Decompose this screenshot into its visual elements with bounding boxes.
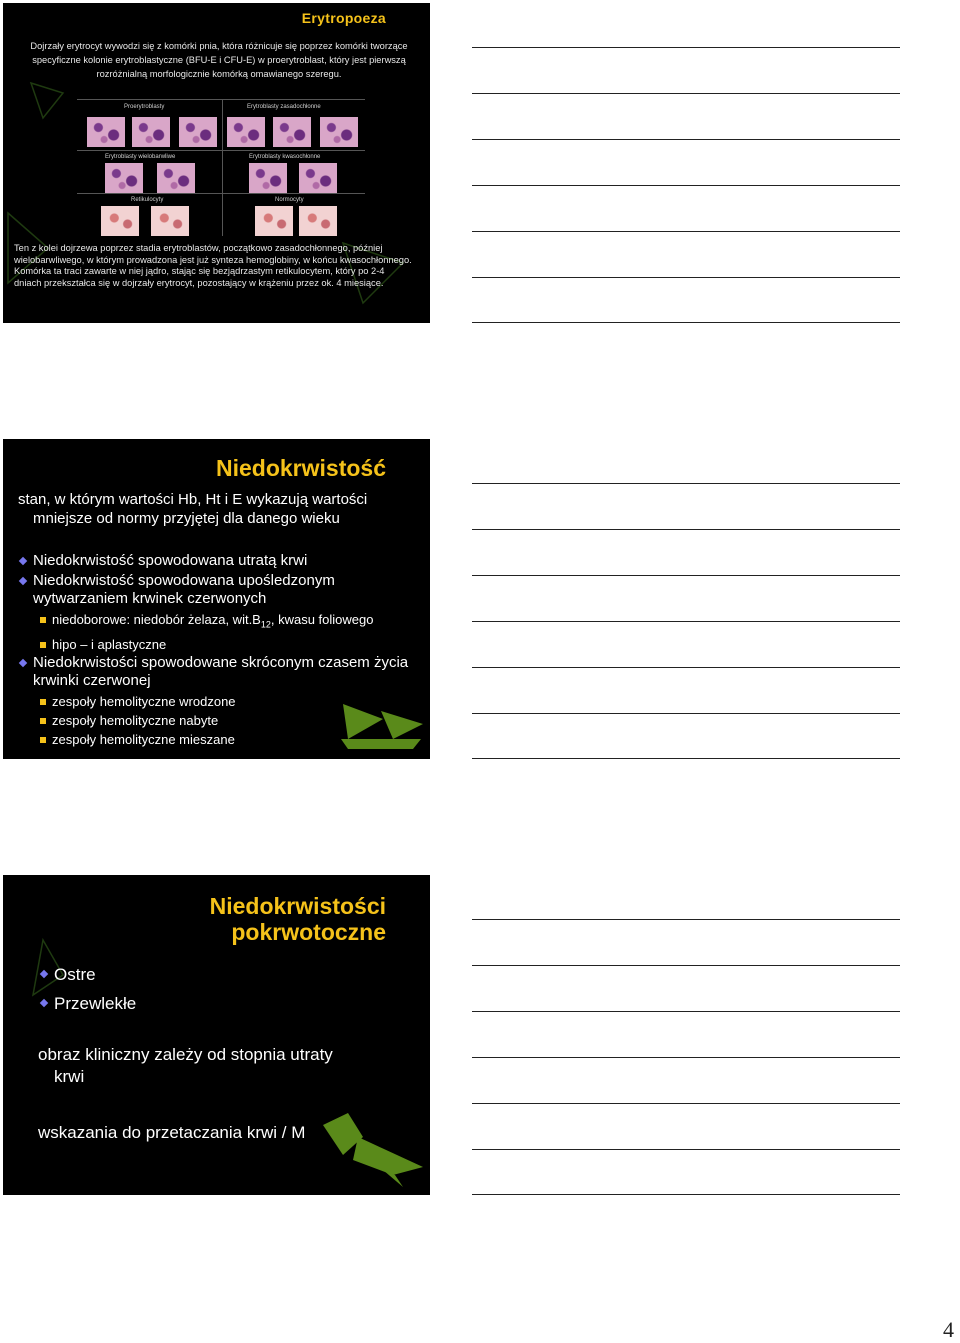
label-normocyty: Normocyty [275, 197, 304, 203]
sub-list-item: hipo – i aplastyczne [19, 635, 424, 654]
note-line [472, 1103, 900, 1104]
slide-title: Niedokrwistość [216, 455, 386, 481]
text-line: krwi [54, 1067, 85, 1086]
note-line [472, 139, 900, 140]
cell-image [87, 117, 125, 147]
grid-divider [222, 100, 223, 236]
cell-image-grid [77, 99, 365, 236]
slide-niedokrwistosc [3, 439, 430, 759]
cell-image [299, 206, 337, 236]
sub-item-text: , kwasu foliowego [270, 612, 374, 627]
sub-list-item: zespoły hemolityczne wrodzone [19, 692, 424, 711]
note-line [472, 758, 900, 759]
title-line: pokrwotoczne [231, 919, 386, 945]
note-line [472, 231, 900, 232]
cell-image [157, 163, 195, 193]
list-item: Przewlekłe [40, 990, 136, 1017]
transfusion-text: wskazania do przetaczania krwi / M [38, 1123, 306, 1142]
note-line [472, 621, 900, 622]
cell-image [249, 163, 287, 193]
list-item: Niedokrwistości spowodowane skróconym czasem życia krwinki czerwonej [19, 654, 424, 690]
note-line [472, 919, 900, 920]
note-line [472, 1149, 900, 1150]
list-item: Niedokrwistość spowodowana utratą krwi [19, 552, 424, 570]
note-line [472, 575, 900, 576]
sub-list-item: zespoły hemolityczne mieszane [19, 730, 424, 749]
note-line [472, 185, 900, 186]
grid-divider [77, 150, 365, 151]
cell-image [299, 163, 337, 193]
grid-divider [77, 193, 365, 194]
cell-image [320, 117, 358, 147]
cell-image [101, 206, 139, 236]
sub-list-item: zespoły hemolityczne nabyte [19, 711, 424, 730]
cell-image [179, 117, 217, 147]
cell-image [273, 117, 311, 147]
note-line [472, 1194, 900, 1195]
cell-image [105, 163, 143, 193]
note-line [472, 47, 900, 48]
slide-erytropoeza [3, 3, 430, 323]
note-line [472, 713, 900, 714]
label-wielobarwliwe: Erytroblasty wielobarwliwe [105, 154, 176, 160]
text-line: obraz kliniczny zależy od stopnia utraty [38, 1045, 333, 1064]
sub-list-item [19, 610, 424, 635]
title-line: Niedokrwistości [209, 893, 386, 919]
intro-text: Dojrzały erytrocyt wywodzi się z komórki pnia, która różnicuje się poprzez komórki tworzące specyficzne kolonie erytroblastyczne (BFU-E i CFU-E) w proerytroblast, który jest pierwszą rozróżnialną morfologicznie komórką omawianego szeregu. [30, 41, 408, 79]
clinical-text [38, 1044, 398, 1088]
slide-title: Erytropoeza [301, 10, 386, 26]
page-number: 4 [943, 1317, 954, 1342]
list-item: Niedokrwistość spowodowana upośledzonym wytwarzaniem krwinek czerwonych [19, 572, 424, 608]
sub-item-text: niedoborowe: niedobór żelaza, wit.B [52, 612, 261, 627]
definition-line: stan, w którym wartości Hb, Ht i E wykazują wartości [18, 491, 368, 508]
slide-niedokrwistosci-pokrwotoczne [3, 875, 430, 1195]
label-proerytroblasty: Proerytroblasty [124, 104, 165, 110]
label-retikulocyty: Retikulocyty [131, 197, 164, 203]
label-kwasochlonne: Erytroblasty kwasochłonne [249, 154, 321, 160]
note-line [472, 1057, 900, 1058]
definition-text [18, 490, 418, 528]
bullet-list [19, 552, 424, 749]
cell-image [227, 117, 265, 147]
subscript: 12 [260, 619, 271, 630]
cell-image [255, 206, 293, 236]
note-line [472, 277, 900, 278]
definition-line: mniejsze od normy przyjętej dla danego wieku [33, 510, 340, 527]
note-line [472, 93, 900, 94]
note-line [472, 667, 900, 668]
list-item: Ostre [40, 961, 136, 988]
label-zasadochlonne: Erytroblasty zasadochłonne [247, 104, 321, 110]
cell-image [151, 206, 189, 236]
cell-image [132, 117, 170, 147]
note-line [472, 1011, 900, 1012]
body-text: Ten z kolei dojrzewa poprzez stadia erytroblastów, początkowo zasadochłonnego, później wielobarwliwego, w którym prowadzona jest już synteza hemoglobiny, w końcu kwasochłonnego. Komórka ta traci zawarte w niej jądro, stając się bezjądrzastym retikulocytem, który po 2-4 dniach przekształca się w dojrzały erytrocyt, pozostający w krążeniu przez ok. 4 miesiące. [14, 243, 412, 288]
bullet-list [40, 961, 136, 1019]
note-line [472, 965, 900, 966]
slide-title [210, 893, 386, 945]
note-line [472, 529, 900, 530]
note-line [472, 483, 900, 484]
note-line [472, 322, 900, 323]
